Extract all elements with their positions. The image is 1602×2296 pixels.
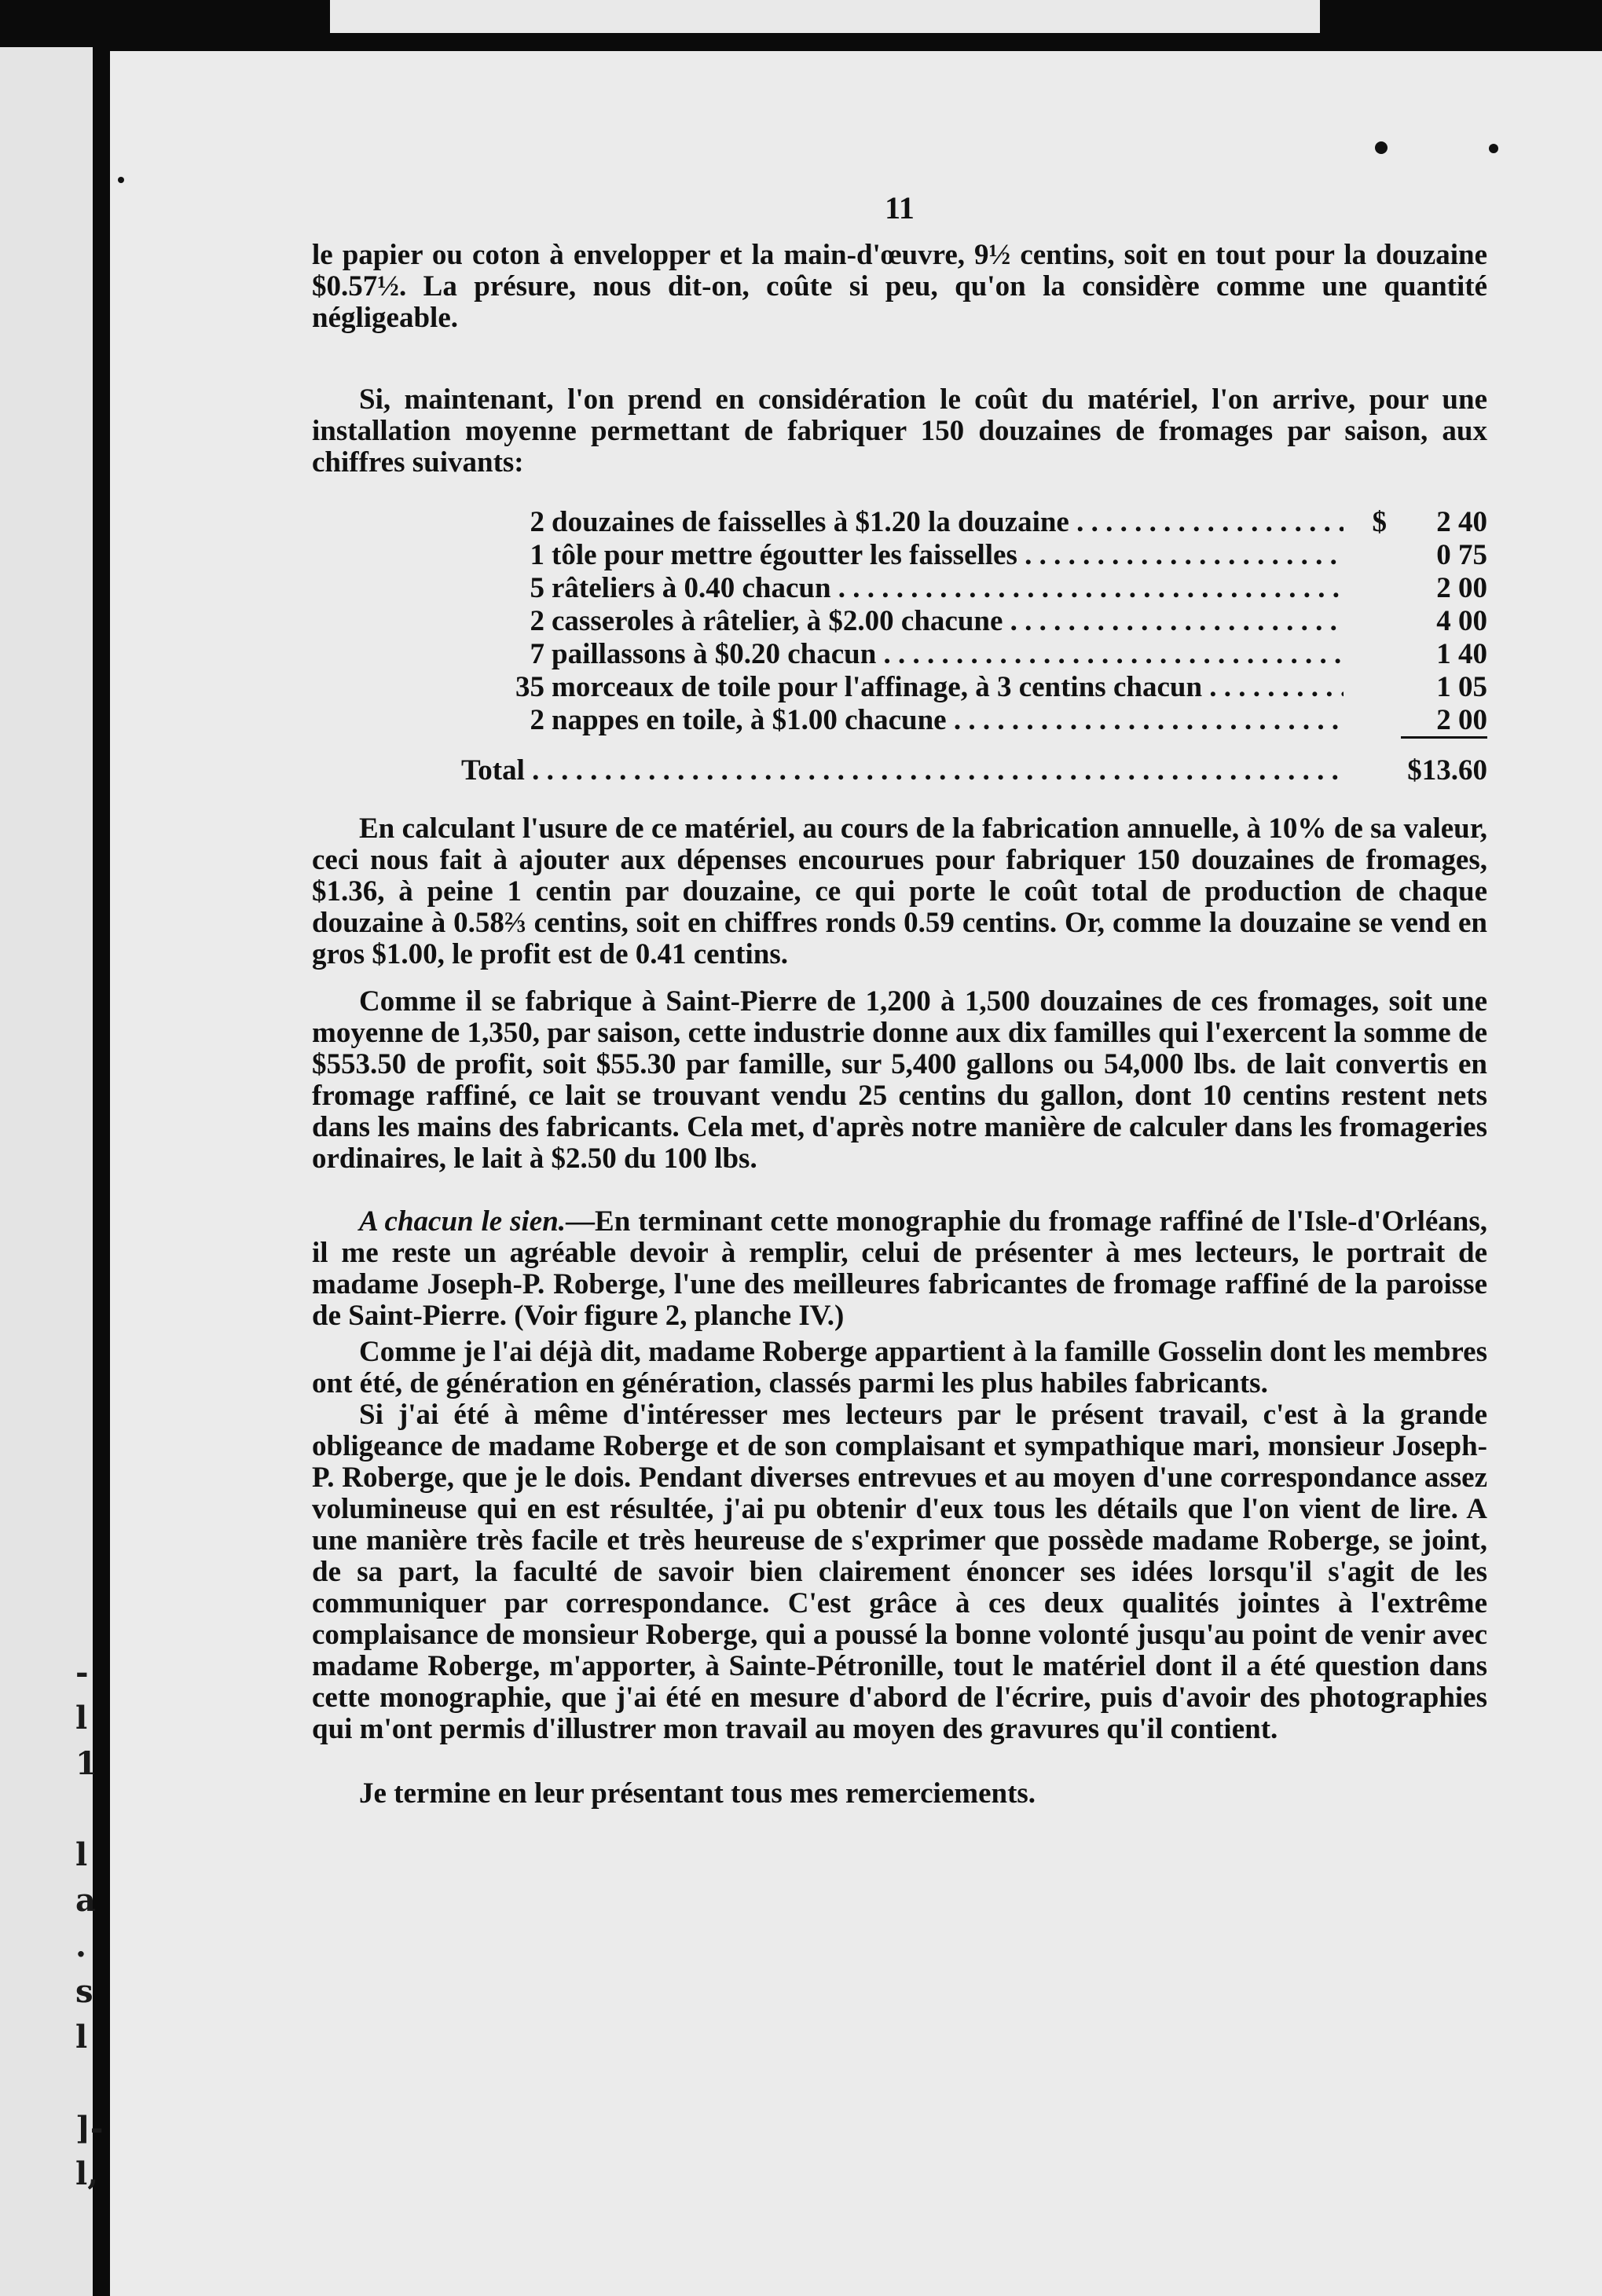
table-row (312, 540, 1487, 571)
item-quantity: 2 (530, 605, 544, 637)
body-paragraph: Comme il se fabrique à Saint-Pierre de 1,200 à 1,500 douzaines de ces fromages, soit une moyenne de 1,350, par saison, cette industrie donne aux dix familles qui l'exercent la somme de $553.50 de profit, soit $55.30 par famille, sur 5,400 gallons ou 54,000 lbs. de lait convertis en fromage raffiné, ce lait se trouvant vendu 25 centins du gallon, dont 10 centins restent nets dans les mains des fabricants. Cela met, d'après notre manière de calculer dans les fromageries ordinaires, le lait à $2.50 du 100 lbs. (312, 985, 1487, 1175)
item-amount: 1 05 (1436, 671, 1487, 703)
body-paragraph: En calculant l'usure de ce matériel, au cours de la fabrication annuelle, à 10% de sa valeur, ceci nous fait à ajouter aux dépenses encourues pour fabriquer 150 douzaines de fromages, $1.36, à peine 1 centin par douzaine, ce qui porte le coût total de production de chaque douzaine à 0.58⅔ centins, soit en chiffres ronds 0.59 centins. Or, comme la douzaine se vend en gros $1.00, le profit est de 0.41 centins. (312, 812, 1487, 970)
item-description: nappes en toile, à $1.00 chacune . . . (552, 705, 1344, 736)
margin-fragment: 1 (75, 1745, 97, 1782)
item-description: morceaux de toile pour l'affinage, à 3 centins chacun . . . (552, 672, 1344, 703)
item-amount: 1 40 (1436, 638, 1487, 670)
margin-fragment: . (75, 1927, 86, 1964)
scan-speck (1489, 144, 1498, 153)
top-page-edge (330, 0, 1320, 33)
table-total-row (312, 755, 1487, 787)
closing-line: Je termine en leur présentant tous mes remerciements. (359, 1777, 1036, 1810)
section-lead-text: —En terminant cette monographie du fromage raffiné de l'Isle-d'Orléans, il me reste un agréable devoir à remplir, celui de présenter à mes lecteurs, le portrait de madame Joseph-P. Roberge, l'une des meilleures fabricantes de fromage raffiné de la paroisse de Saint-Pierre. (Voir figure 2, planche IV.) (312, 1205, 1487, 1332)
body-paragraph: Si j'ai été à même d'intéresser mes lecteurs par le présent travail, c'est à la grande obligeance de madame Roberge et de son complaisant et sympathique mari, monsieur Joseph-P. Roberge, que je le dois. Pendant diverses entrevues et au moyen d'une correspondance assez volumineuse qui en est résultée, j'ai pu obtenir d'eux tous les détails que l'on vient de lire. A une manière très facile et très heureuse de s'exprimer que possède madame Roberge, se joint, de sa part, la faculté de savoir bien clairement énoncer ses idées lorsqu'il s'agit de les communiquer par correspondance. C'est grâce à ces deux qualités jointes à l'extrême complaisance de monsieur Roberge, qui a poussé la bonne volonté jusqu'au point de venir avec madame Roberge, m'apporter, à Sainte-Pétronille, tout le matériel dont il a été question dans cette monographie, que j'ai été en mesure d'abord de l'écrire, puis d'avoir des photographies qui m'ont permis d'illustrer mon travail au moyen des gravures qu'il contient. (312, 1399, 1487, 1745)
table-row (312, 573, 1487, 604)
total-amount: $13.60 (1407, 754, 1487, 787)
item-quantity: 35 (515, 671, 544, 703)
item-description: râteliers à 0.40 chacun . . . (552, 573, 1344, 604)
item-description: paillassons à $0.20 chacun . . . (552, 639, 1344, 670)
scan-speck (118, 177, 124, 183)
item-quantity: 7 (530, 638, 544, 670)
item-quantity: 2 (530, 704, 544, 736)
body-paragraph: Comme je l'ai déjà dit, madame Roberge appartient à la famille Gosselin dont les membres ont été, de génération en génération, classés parmi les plus habiles fabricants. (312, 1336, 1487, 1399)
margin-fragment: a (75, 1882, 96, 1919)
page-number: 11 (885, 190, 915, 226)
margin-fragment: l (75, 1836, 88, 1873)
table-row (312, 639, 1487, 670)
item-amount: 0 75 (1436, 539, 1487, 571)
margin-fragment: - (75, 1654, 89, 1691)
margin-fragment: l (75, 2019, 88, 2056)
left-margin-fragments (0, 1650, 104, 2197)
table-row (312, 672, 1487, 703)
item-quantity: 1 (530, 539, 544, 571)
table-row (312, 705, 1487, 736)
item-description: douzaines de faisselles à $1.20 la douzaine . . . (552, 507, 1344, 538)
item-amount: 2 00 (1436, 572, 1487, 604)
scan-speck (1375, 141, 1388, 154)
item-description: casseroles à râtelier, à $2.00 chacune . . . (552, 606, 1344, 637)
body-paragraph: Si, maintenant, l'on prend en considération le coût du matériel, l'on arrive, pour une installation moyenne permettant de fabriquer 150 douzaines de fromages par saison, aux chiffres suivants: (312, 383, 1487, 479)
currency-symbol: $ (1372, 506, 1387, 538)
margin-fragment: l, (75, 2155, 99, 2192)
total-rule (1401, 736, 1487, 739)
table-row (312, 507, 1487, 538)
item-amount: 2 00 (1436, 704, 1487, 736)
item-quantity: 2 (530, 506, 544, 538)
body-paragraph: le papier ou coton à envelopper et la main-d'œuvre, 9½ centins, soit en tout pour la douzaine $0.57½. La présure, nous dit-on, coûte si peu, qu'on la considère comme une quantité négligeable. (312, 239, 1487, 334)
item-amount: 4 00 (1436, 605, 1487, 637)
margin-fragment (0, 2060, 93, 2106)
item-description: tôle pour mettre égoutter les faisselles . . . (552, 540, 1344, 571)
margin-fragment: l (75, 1700, 88, 1737)
document-page (110, 51, 1602, 2296)
table-row (312, 606, 1487, 637)
margin-fragment: s (75, 1973, 93, 2010)
margin-fragment (0, 1787, 93, 1832)
item-amount: 2 40 (1436, 506, 1487, 538)
item-quantity: 5 (530, 572, 544, 604)
margin-fragment: ]- (75, 2110, 104, 2147)
previous-page-edge (0, 47, 104, 2296)
total-label: Total . . . (461, 755, 1344, 787)
section-paragraph (312, 1206, 1487, 1332)
section-heading: A chacun le sien. (359, 1205, 566, 1238)
